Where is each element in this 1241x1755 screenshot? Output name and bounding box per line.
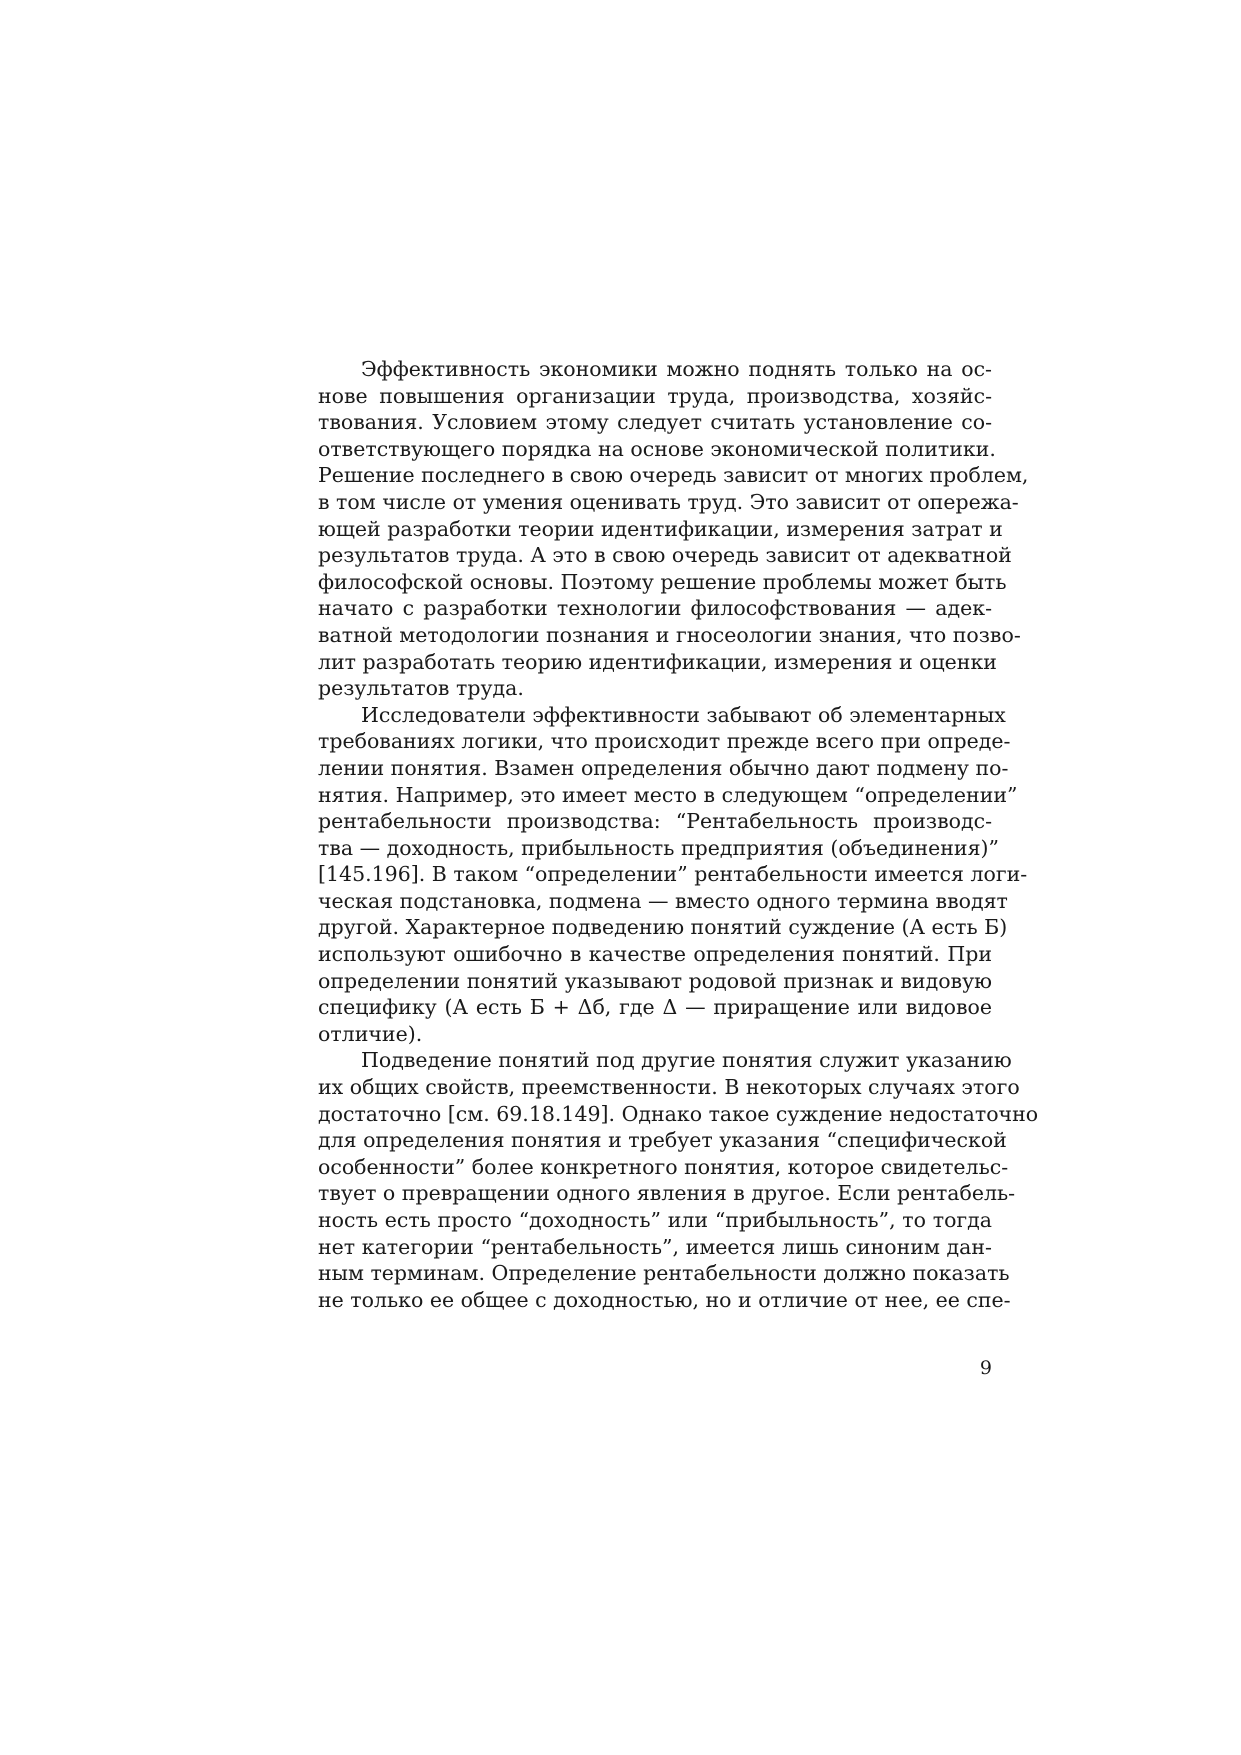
text-line: ческая подстановка, подмена — вместо одного термина вводят (318, 888, 1008, 913)
text-line: нятия. Например, это имеет место в следующем “определении” (318, 782, 1018, 807)
text-line: требованиях логики, что происходит прежде всего при опреде- (318, 729, 1011, 754)
text-line: Эффективность экономики можно поднять только на ос- (361, 357, 992, 381)
text-line: лении понятия. Взамен определения обычно дают подмену по- (318, 755, 1009, 780)
text-line: в том числе от умения оценивать труд. Это зависит от опережа- (318, 489, 1019, 514)
text-line: другой. Характерное подведению понятий суждение (А есть Б) (318, 915, 1008, 940)
text-line: Исследователи эффективности забывают об элементарных (361, 702, 1006, 727)
text-line: не только ее общее с доходностью, но и отличие от нее, ее спе- (318, 1287, 1011, 1312)
text-line: нове повышения организации труда, производства, хозяйс- (318, 383, 992, 408)
text-line: тва — доходность, прибыльность предприятия (объединения)” (318, 835, 999, 860)
paragraph (318, 702, 1028, 1048)
text-line: Подведение понятий под другие понятия служит указанию (361, 1048, 1012, 1073)
paragraph (318, 356, 1029, 702)
text-line: начато с разработки технологии философствования — адек- (318, 596, 992, 621)
text-line: результатов труда. А это в свою очередь зависит от адекватной (318, 543, 1012, 568)
text-line: твует о превращении одного явления в другое. Если рентабель- (318, 1181, 1016, 1206)
text-line: рентабельности производства: “Рентабельность производс- (318, 809, 992, 834)
text-line: достаточно [см. 69.18.149]. Однако такое суждение недостаточно (318, 1101, 1039, 1126)
text-line: лит разработать теорию идентификации, измерения и оценки (318, 649, 997, 674)
text-line: особенности” более конкретного понятия, которое свидетельс- (318, 1154, 1009, 1179)
text-line: ответствующего порядка на основе экономической политики. (318, 436, 996, 461)
text-line: твования. Условием этому следует считать установление со- (318, 410, 992, 435)
text-line: определении понятий указывают родовой признак и видовую (318, 968, 992, 993)
text-line: отличие). (318, 1021, 423, 1046)
text-line: ным терминам. Определение рентабельности должно показать (318, 1261, 1010, 1286)
text-line: Решение последнего в свою очередь зависит от многих проблем, (318, 463, 1029, 488)
text-line: ватной методологии познания и гносеологии знания, что позво- (318, 622, 1021, 647)
text-line: [145.196]. В таком “определении” рентабельности имеется логи- (318, 862, 1028, 887)
text-line: результатов труда. (318, 676, 524, 701)
text-line: философской основы. Поэтому решение проблемы может быть (318, 569, 1007, 594)
text-line: ность есть просто “доходность” или “прибыльность”, то тогда (318, 1208, 992, 1232)
text-line: ющей разработки теории идентификации, измерения затрат и (318, 516, 1003, 541)
text-line: их общих свойств, преемственности. В некоторых случаях этого (318, 1075, 1020, 1100)
text-line: для определения понятия и требует указания “специфической (318, 1128, 1007, 1153)
body-text (318, 356, 1039, 1313)
paragraph (318, 1047, 1039, 1313)
text-line: нет категории “рентабельность”, имеется лишь синоним дан- (318, 1234, 992, 1259)
text-line: используют ошибочно в качестве определения понятий. При (318, 942, 992, 967)
text-line: специфику (А есть Б + Δб, где Δ — приращение или видовое (318, 995, 992, 1020)
page-number: 9 (979, 1357, 992, 1379)
